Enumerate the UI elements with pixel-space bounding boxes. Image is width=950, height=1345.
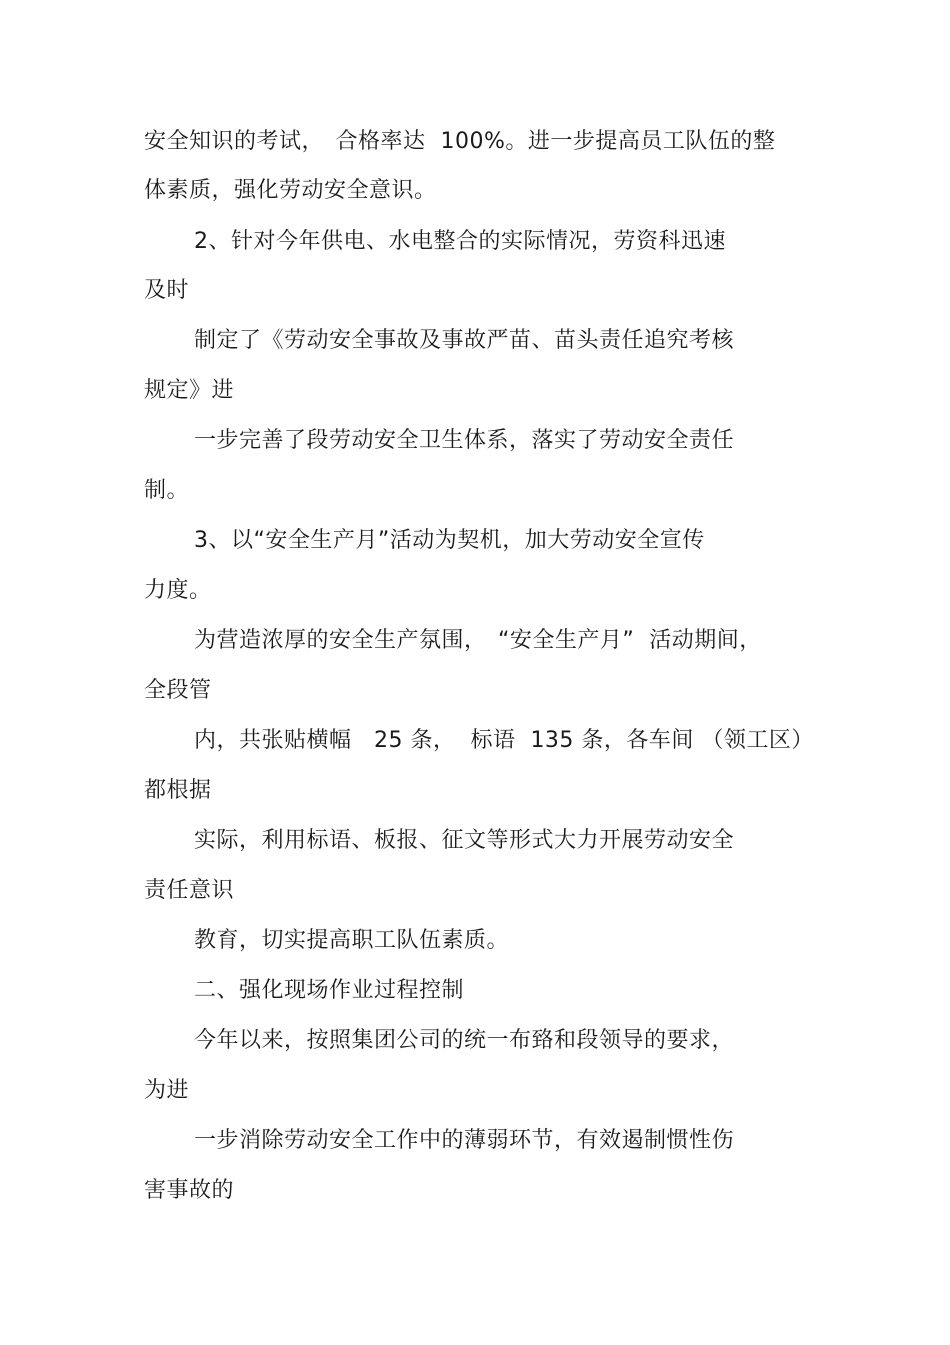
text-line: 制。 <box>144 478 190 503</box>
text-line: 体素质，强化劳动安全意识。 <box>144 178 437 203</box>
text-line: 安全知识的考试， 合格率达 100%。进一步提高员工队伍的整 <box>144 129 776 154</box>
text-line: 教育，切实提高职工队伍素质。 <box>194 928 510 953</box>
text-line: 规定》进 <box>144 378 235 403</box>
text-line: 3、以“安全生产月”活动为契机，加大劳动安全宣传 <box>194 528 705 553</box>
text-line: 制定了《劳动安全事故及事故严苗、苗头责任追究考核 <box>194 328 735 353</box>
text-line: 今年以来，按照集团公司的统一布臵和段领导的要求， <box>194 1028 735 1053</box>
text-line: 实际，利用标语、板报、征文等形式大力开展劳动安全 <box>194 828 735 853</box>
text-line: 2、针对今年供电、水电整合的实际情况，劳资科迅速 <box>194 229 726 254</box>
text-line: 责任意识 <box>144 878 235 903</box>
section-heading: 二、强化现场作业过程控制 <box>194 978 465 1003</box>
text-line: 内，共张贴横幅 25 条， 标语 135 条，各车间 （领工区） <box>194 728 814 753</box>
text-line: 全段管 <box>144 678 212 703</box>
text-line: 为营造浓厚的安全生产氛围， “安全生产月” 活动期间， <box>194 628 762 653</box>
text-line: 害事故的 <box>144 1178 235 1203</box>
text-line: 都根据 <box>144 778 212 803</box>
text-line: 为进 <box>144 1078 190 1103</box>
text-line: 一步完善了段劳动安全卫生体系，落实了劳动安全责任 <box>194 428 735 453</box>
text-line: 一步消除劳动安全工作中的薄弱环节，有效遏制惯性伤 <box>194 1128 735 1153</box>
text-line: 力度。 <box>144 578 212 603</box>
text-line: 及时 <box>144 278 190 303</box>
